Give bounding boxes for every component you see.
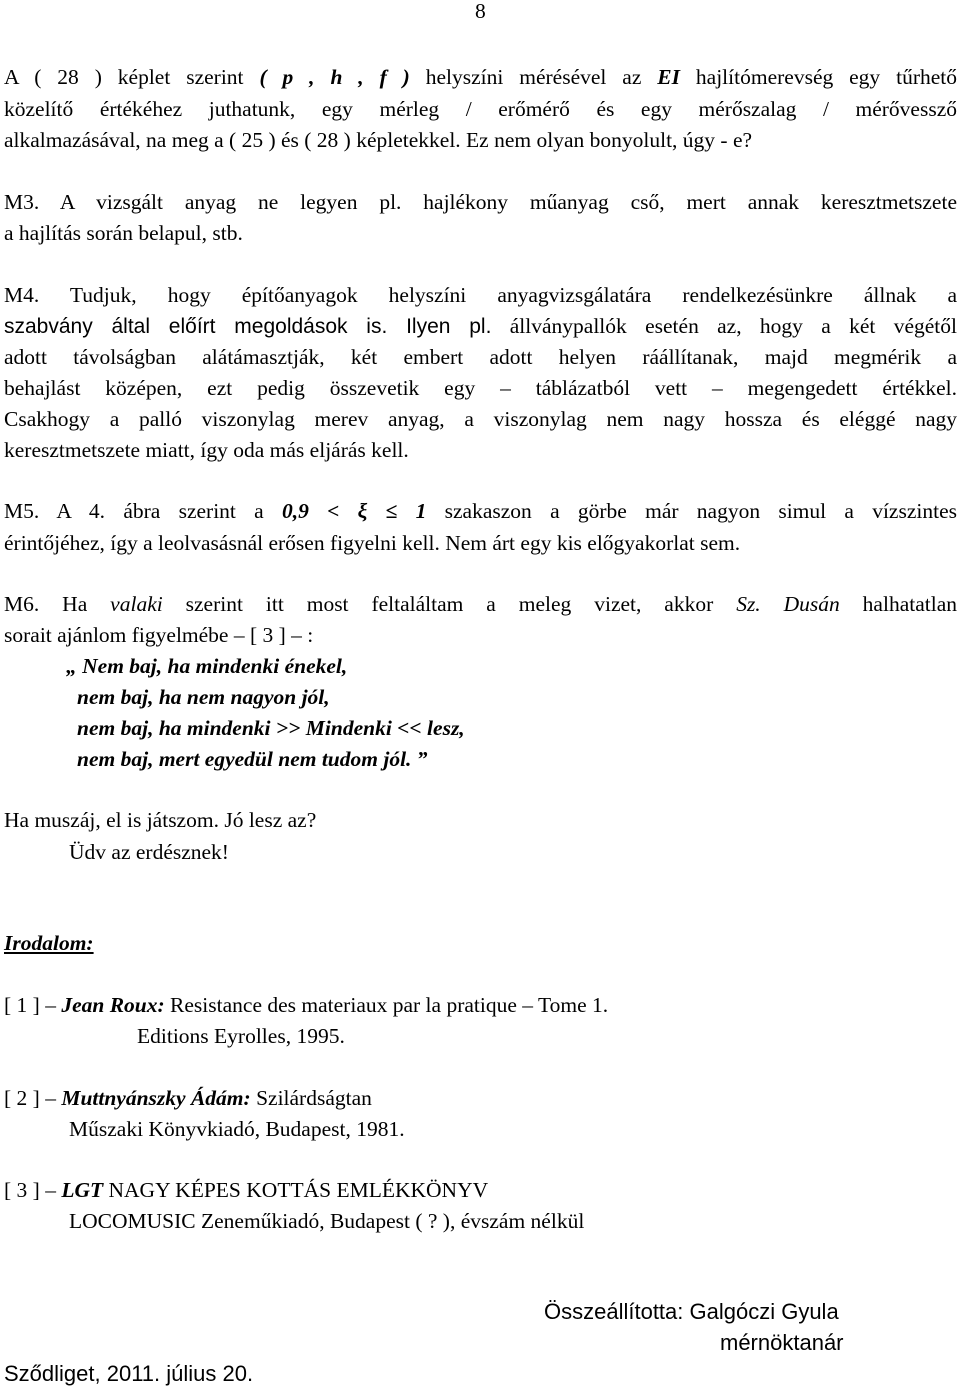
- author-name: Sz. Dusán: [736, 592, 840, 616]
- profession: mérnöktanár: [720, 1330, 844, 1355]
- closing-line-1: Ha muszáj, el is játszom. Jó lesz az?: [4, 808, 317, 832]
- paragraph-intro-line-2: közelítő értékéhez juthatunk, egy mérleg / erőmérő és egy mérőszalag / mérővessző: [4, 97, 957, 121]
- note-m5-line-1: [4, 496, 957, 528]
- formula-variables: ( p , h , f ): [259, 65, 410, 89]
- place-date: Sződliget, 2011. július 20.: [4, 1361, 254, 1386]
- reference-number: [ 1 ] –: [4, 993, 62, 1017]
- text: M5. A 4. ábra szerint a: [4, 499, 282, 523]
- references-title: Irodalom:: [4, 931, 94, 955]
- note-m4-line-1: M4. Tudjuk, hogy építőanyagok helyszíni anyagvizsgálatára rendelkezésünkre állnak a: [4, 283, 957, 307]
- reference-author: Muttnyánszky Ádám:: [61, 1086, 251, 1110]
- poem-line: „ Nem baj, ha mindenki énekel,: [66, 654, 348, 678]
- text: szerint itt most feltaláltam a meleg vizet, akkor: [162, 592, 737, 616]
- text: hajlítómerevség egy tűrhető: [680, 65, 957, 89]
- formula-range: 0,9 < ξ ≤ 1: [281, 499, 427, 523]
- italic-word: valaki: [110, 592, 163, 616]
- note-m4-line-4: behajlást középen, ezt pedig összevetik egy – táblázatból vett – megengedett értékkel.: [4, 376, 957, 400]
- compiled-by: Összeállította: Galgóczi Gyula: [544, 1299, 839, 1324]
- poem-line: nem baj, mert egyedül nem tudom jól. ”: [77, 747, 428, 771]
- poem-line: nem baj, ha nem nagyon jól,: [77, 685, 330, 709]
- poem-line: nem baj, ha mindenki >> Mindenki << lesz,: [77, 716, 465, 740]
- text: szakaszon a görbe már nagyon simul a vízszintes: [426, 499, 957, 523]
- formula-ei: EI: [657, 65, 681, 89]
- text: M6. Ha: [4, 592, 111, 616]
- paragraph-intro-line-1: [4, 62, 957, 94]
- reference-item: [4, 1083, 372, 1115]
- note-m6-line-1: [4, 589, 957, 621]
- note-m5-line-2: érintőjéhez, így a leolvasásnál erősen figyelni kell. Nem árt egy kis előgyakorlat sem.: [4, 531, 741, 555]
- closing-line-2: Üdv az erdésznek!: [69, 840, 229, 864]
- page-number: 8: [475, 0, 486, 23]
- reference-title: Resistance des materiaux par la pratique – Tome 1.: [164, 993, 609, 1017]
- text: helyszíni mérésével az: [409, 65, 658, 89]
- note-m6-line-2: sorait ajánlom figyelmébe – [ 3 ] – :: [4, 623, 314, 647]
- reference-item: [4, 990, 608, 1022]
- reference-number: [ 3 ] –: [4, 1178, 62, 1202]
- reference-publisher: Műszaki Könyvkiadó, Budapest, 1981.: [69, 1117, 405, 1141]
- reference-title: Szilárdságtan: [250, 1086, 372, 1110]
- reference-author: Jean Roux:: [61, 993, 165, 1017]
- note-m3-line-1: M3. A vizsgált anyag ne legyen pl. hajlékony műanyag cső, mert annak keresztmetszete: [4, 190, 957, 214]
- text-sans: szabvány által előírt megoldások is. Ilyen pl.: [4, 315, 492, 338]
- text: halhatatlan: [839, 592, 957, 616]
- note-m4-line-3: adott távolságban alátámasztják, két embert adott helyen ráállítanak, majd megmérik a: [4, 345, 957, 369]
- note-m4-line-2: [4, 311, 957, 343]
- reference-publisher: LOCOMUSIC Zeneműkiadó, Budapest ( ? ), évszám nélkül: [69, 1209, 585, 1233]
- reference-title: NAGY KÉPES KOTTÁS EMLÉKKÖNYV: [103, 1178, 489, 1202]
- reference-publisher: Editions Eyrolles, 1995.: [137, 1024, 345, 1048]
- reference-number: [ 2 ] –: [4, 1086, 62, 1110]
- reference-author: LGT: [61, 1178, 104, 1202]
- note-m3-line-2: a hajlítás során belapul, stb.: [4, 221, 243, 245]
- note-m4-line-5: Csakhogy a palló viszonylag merev anyag, a viszonylag nem nagy hossza és eléggé nagy: [4, 407, 957, 431]
- text: állványpallók esetén az, hogy a két végétől: [491, 314, 957, 338]
- note-m4-line-6: keresztmetszete miatt, így oda más eljárás kell.: [4, 438, 409, 462]
- reference-item: [4, 1175, 488, 1207]
- paragraph-intro-line-3: alkalmazásával, na meg a ( 25 ) és ( 28 ) képletekkel. Ez nem olyan bonyolult, úgy - e?: [4, 128, 753, 152]
- text: A ( 28 ) képlet szerint: [4, 65, 260, 89]
